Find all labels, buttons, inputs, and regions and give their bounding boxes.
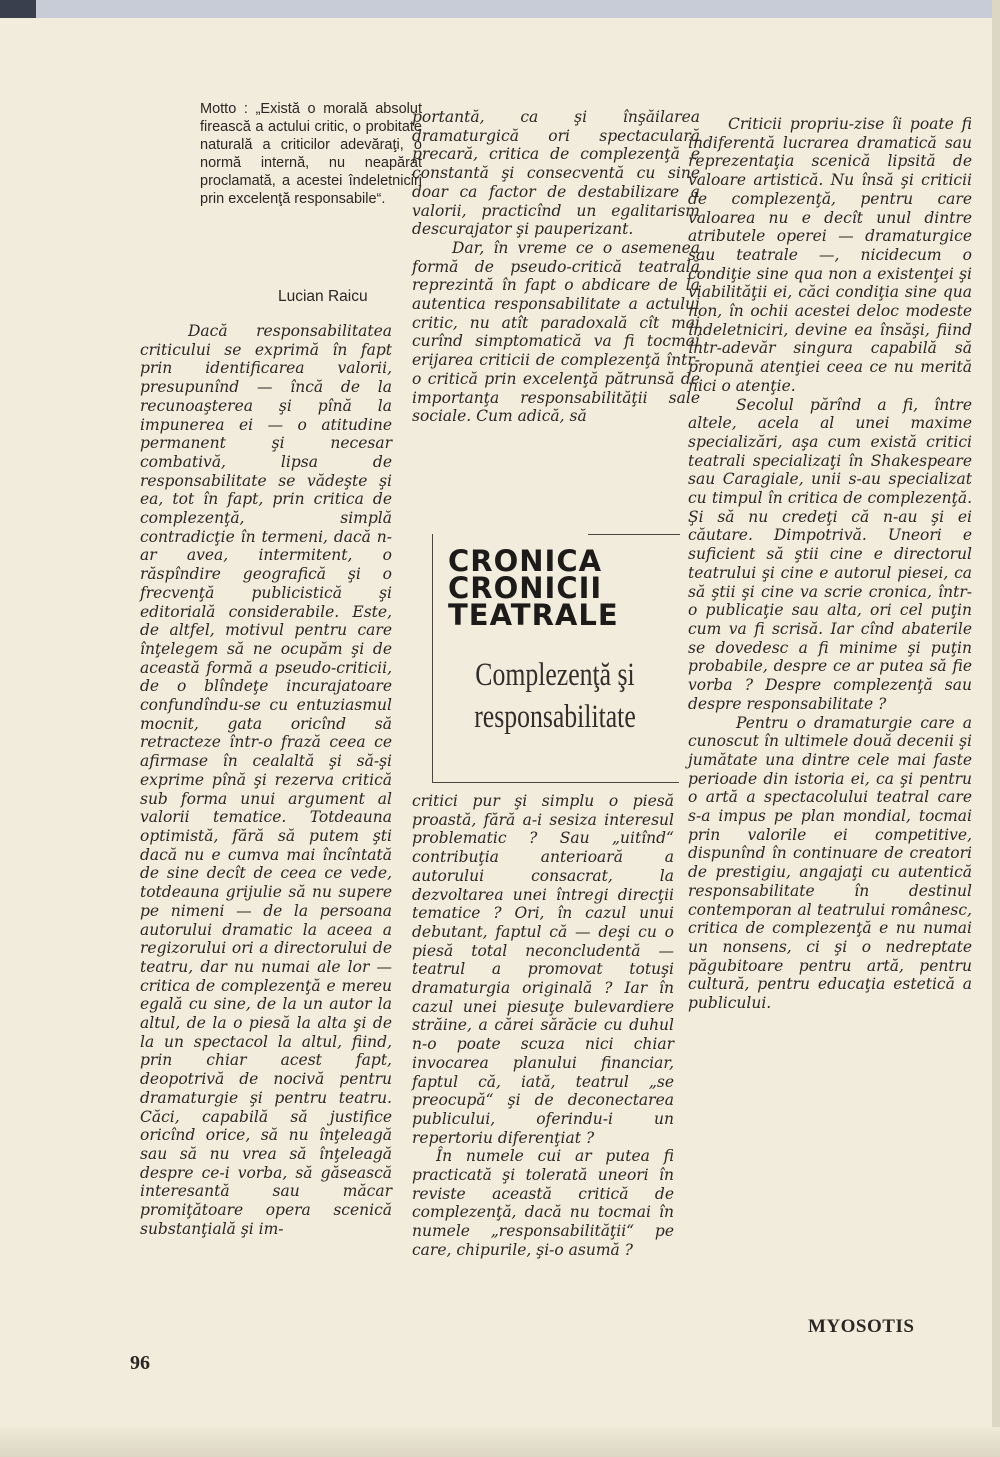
- scan-bottom-edge: [0, 1427, 1000, 1457]
- paragraph: Dacă responsabilitatea criticului se exprimă în fapt prin identificarea valorii, presupunînd — încă de la recunoaşterea şi pînă la impunerea ei — o atitudine permanent şi necesar combativă, lipsa de responsabilitate se vădeşte şi ea, tot în fapt, prin critica de complezenţă, simplă contradicţie în termeni, dacă n-ar avea, intermitent, o răspîndire geografică şi o frecvenţă publicistică şi editorială considerabile. Este, de altfel, motivul pentru care înţelegem să ne ocupăm şi de această formă a pseudo-criticii, de o blîndeţe incurajatoare confundîndu-se cu entuziasmul mocnit, gata oricînd să retracteze într-o frază ceea ce afirmase în cealaltă şi să-şi exprime pînă şi rezerva critică sub forma unui argument al valorii tematice. Totdeauna optimistă, fără să putem şti dacă nu e cumva mai încîntată de sine decît de ceea ce vede, totdeauna grijulie să nu supere pe nimeni — de la persoana autorului dramatic la aceea a regizorului ori a directorului de teatru, dar nu numai ale lor — critica de complezenţă e mereu egală cu sine, de la un autor la altul, de la o piesă la alta şi de la un spectacol la altul, fiind, prin chiar acest fapt, deopotrivă de nocivă pentru dramaturgie şi pentru teatru. Căci, capabilă să justifice oricînd orice, să nu înţeleagă sau să nu vrea să înţeleagă despre ce-i vorba, să găsească interesantă sau măcar promiţătoare opera scenică substanţială şi im-: [140, 322, 392, 1238]
- article-column-2-top: [412, 108, 700, 426]
- motto-author: Lucian Raicu: [278, 288, 368, 305]
- paragraph: Pentru o dramaturgie care a cunoscut în ultimele două decenii şi jumătate una dintre cele mai faste perioade din istoria ei, ca şi pentru o artă a spectacolului teatral care s-a impus pe plan mondial, tocmai prin valorile ei competitive, dispunînd în continuare de creatori de prestigiu, angajaţi cu autentică responsabilitate în destinul contemporan al teatrului românesc, critica de complezenţă e nu numai un nonsens, ci şi o nedreptate păgubitoare pentru artă, pentru cultură, pentru educaţia estetică a publicului.: [688, 713, 972, 1013]
- paragraph: critici pur şi simplu o piesă proastă, fără a-i sesiza interesul problematic ? Sau „uitînd“ contribuţia anterioară a autorului consacrat, la dezvoltarea unei întregi direcţii tematice ? Ori, în cazul unui debutant, faptul că — deşi cu o piesă total neconcludentă — teatrul a promovat totuşi dramaturgia originală ? Iar în cazul unei piesuţe bulevardiere străine, a cărei sărăcie cu duhul n-o poate scuza nici chiar invocarea planului financiar, faptul că, iată, teatrul „se preocupă“ şi de deconectarea publicului, oferindu-i un repertoriu diferenţiat ?: [412, 792, 674, 1147]
- article-column-3: [688, 115, 972, 1013]
- article-column-1: [140, 322, 392, 1238]
- rubric-heading: [448, 544, 668, 632]
- paragraph: Secolul părînd a fi, între altele, acela al unei maxime specializări, aşa cum există critici teatrali specializaţi în Shakespeare sau Caragiale, unii s-au specializat cu timpul în critica de complezenţă. Şi să nu credeţi că n-au şi ei căutare. Dimpotrivă. Uneori e suficient să ştii cine e directorul teatrului şi cine e autorul piesei, ca să ştii şi cine va scrie cronica, într-o publicaţie sau alta, ori cel puţin cum va fi scrisă. Iar cînd abaterile se dovedesc a fi minime şi puţin probabile, despre ce ar putea să fie vorba ? Despre complezenţă sau despre responsabilitate ?: [688, 395, 972, 713]
- page-number: 96: [130, 1352, 150, 1374]
- rubric-line: CRONICII: [448, 571, 603, 605]
- author-signature: MYOSOTIS: [808, 1316, 915, 1337]
- motto-text: Motto : „Există o morală absolut firească a actului critic, o probitate naturală a criticilor adevăraţi, o normă internă, nu neapărat proclamată, a acestei îndeletniciri prin excelenţă responsabile“.: [200, 101, 422, 207]
- article-title: Complezenţă şi responsabilitate: [474, 657, 636, 735]
- rubric-line: CRONICA: [448, 544, 603, 578]
- rubric-line: TEATRALE: [448, 598, 619, 632]
- scan-top-edge: [0, 0, 1000, 18]
- article-column-2-bottom: [412, 792, 674, 1260]
- scan-corner-mark: [0, 0, 36, 18]
- paragraph: Dar, în vreme ce o asemenea formă de pseudo-critică teatrală reprezintă în fapt o abdicare de la autentica responsabilitate a actului critic, nu atît paradoxală cît mai curînd simptomatică va fi tocmai erijarea criticii de complezenţă într-o critică prin excelenţă pătrunsă de importanţa responsabilităţii sale sociale. Cum adică, să: [412, 238, 700, 426]
- paragraph: În numele cui ar putea fi practicată şi tolerată uneori în reviste această critică de complezenţă, dacă nu tocmai în numele „responsabilităţii“ pe care, chipurile, şi-o asumă ?: [412, 1147, 674, 1259]
- paragraph: Criticii propriu-zise îi poate fi indiferentă lucrarea dramatică sau reprezentaţia scenică lipsită de valoare artistică. Nu însă şi criticii de complezenţă, pentru care valoarea nu e decît unul dintre atributele operei — dramaturgice sau teatrale —, nicidecum o condiţie sine qua non a existenţei şi viabilităţii ei, căci condiţia sine qua non, în ochii acestei deloc modeste îndeletniciri, devine ea însăşi, fiind într-adevăr singura capabilă să propună atenţiei ceea ce nu merită nici o atenţie.: [688, 115, 972, 395]
- paragraph: portantă, ca şi înşăilarea dramaturgică ori spectaculară precară, critica de complezenţă e constantă şi consecventă cu sine doar ca factor de destabilizare a valorii, practicînd un egalitarism descurajator şi pauperizant.: [412, 108, 700, 239]
- scan-right-edge: [992, 0, 1000, 1457]
- rubric-frame-top-rule: [588, 534, 680, 535]
